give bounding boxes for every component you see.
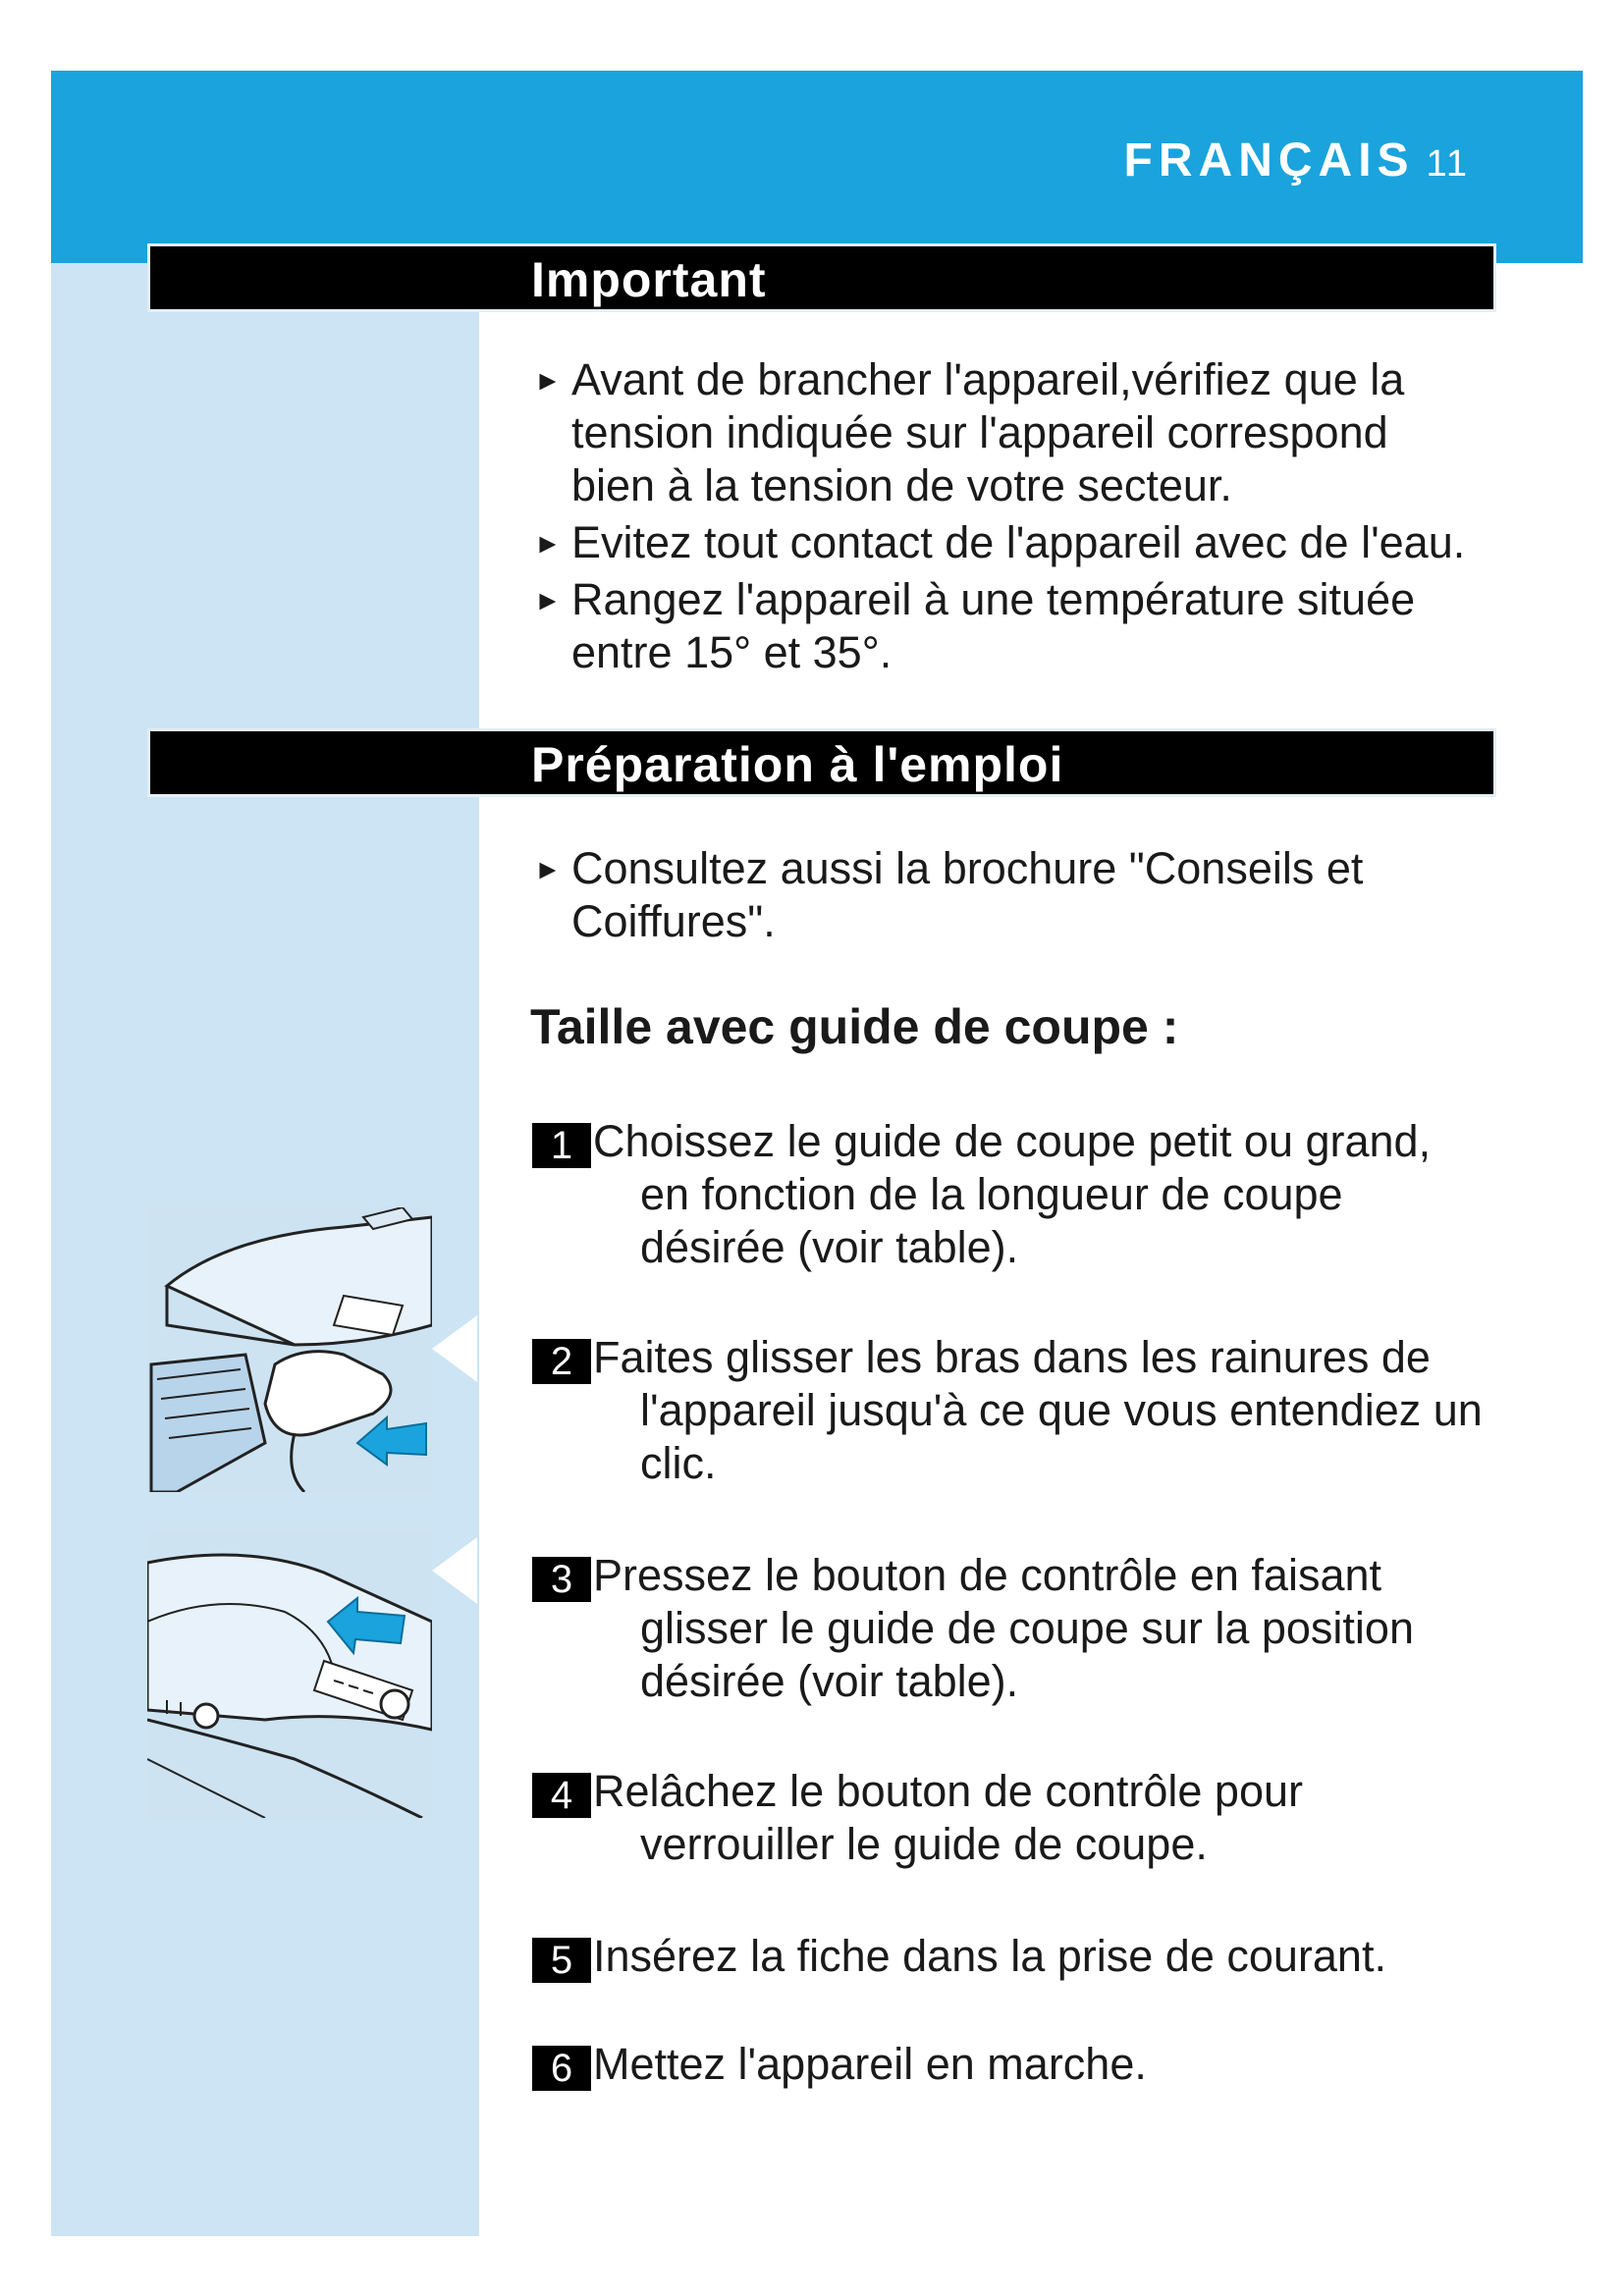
- step-number: 5: [532, 1938, 591, 1983]
- bullet-text: Evitez tout contact de l'appareil avec de l'eau.: [571, 517, 1466, 567]
- step-text: Choissez le guide de coupe petit ou grand,: [593, 1116, 1432, 1166]
- list-item: [530, 353, 1512, 512]
- step-text: désirée (voir table).: [640, 1656, 1019, 1706]
- page-header: [1124, 132, 1469, 193]
- bullet-arrow-icon: ►: [534, 528, 562, 559]
- page-number: 11: [1426, 143, 1469, 185]
- bullet-text: Coiffures".: [571, 896, 776, 946]
- step-item-4: [530, 1765, 1522, 1871]
- step-number: 2: [532, 1339, 591, 1384]
- step-item-5: [530, 1930, 1522, 1983]
- clipper-attach-drawing: [147, 1207, 432, 1492]
- bullet-arrow-icon: ►: [534, 365, 562, 396]
- step-number: 3: [532, 1557, 591, 1602]
- bullet-arrow-icon: ►: [534, 854, 562, 884]
- illustration-press-button: [147, 1533, 432, 1818]
- step-item-1: [530, 1115, 1522, 1274]
- step-text: désirée (voir table).: [640, 1222, 1019, 1272]
- bullet-text: entre 15° et 35°.: [571, 627, 893, 677]
- section-bar-preparation: [147, 728, 1496, 797]
- bullet-text: Avant de brancher l'appareil,vérifiez que la: [571, 354, 1405, 404]
- language-label: FRANÇAIS: [1123, 134, 1415, 187]
- step-text: Mettez l'appareil en marche.: [593, 2039, 1147, 2089]
- list-item: [530, 516, 1512, 569]
- list-item: [530, 573, 1512, 679]
- preparation-bullet-list: [530, 842, 1512, 952]
- step-text: Faites glisser les bras dans les rainures de: [593, 1332, 1431, 1382]
- step-item-6: [530, 2038, 1522, 2091]
- section-bar-important: [147, 243, 1496, 312]
- step-text: en fonction de la longueur de coupe: [640, 1169, 1343, 1219]
- step-text: l'appareil jusqu'à ce que vous entendiez un: [640, 1385, 1483, 1435]
- list-item: [530, 842, 1512, 948]
- illustration-pointer-2: [432, 1537, 477, 1604]
- bullet-text: tension indiquée sur l'appareil correspond: [571, 407, 1388, 457]
- bullet-text: bien à la tension de votre secteur.: [571, 460, 1232, 510]
- section-title-preparation: Préparation à l'emploi: [531, 737, 1064, 792]
- section-title-important: Important: [531, 252, 767, 307]
- step-text: Relâchez le bouton de contrôle pour: [593, 1766, 1303, 1816]
- step-text: verrouiller le guide de coupe.: [640, 1819, 1208, 1869]
- step-item-3: [530, 1549, 1522, 1708]
- clipper-button-drawing: [147, 1533, 432, 1818]
- step-number: 6: [532, 2046, 591, 2091]
- bullet-text: Consultez aussi la brochure "Conseils et: [571, 843, 1364, 893]
- step-item-2: [530, 1331, 1522, 1490]
- step-text: Insérez la fiche dans la prise de courant.: [593, 1931, 1386, 1981]
- subsection-title: Taille avec guide de coupe :: [530, 999, 1179, 1054]
- bullet-text: Rangez l'appareil à une température située: [571, 574, 1416, 624]
- step-text: glisser le guide de coupe sur la position: [640, 1603, 1414, 1653]
- step-number: 4: [532, 1773, 591, 1818]
- step-number: 1: [532, 1123, 591, 1168]
- step-text: clic.: [640, 1438, 717, 1488]
- important-bullet-list: [530, 353, 1512, 683]
- step-text: Pressez le bouton de contrôle en faisant: [593, 1550, 1382, 1600]
- bullet-arrow-icon: ►: [534, 585, 562, 615]
- illustration-pointer-1: [432, 1315, 477, 1382]
- illustration-attach-comb: [147, 1207, 432, 1492]
